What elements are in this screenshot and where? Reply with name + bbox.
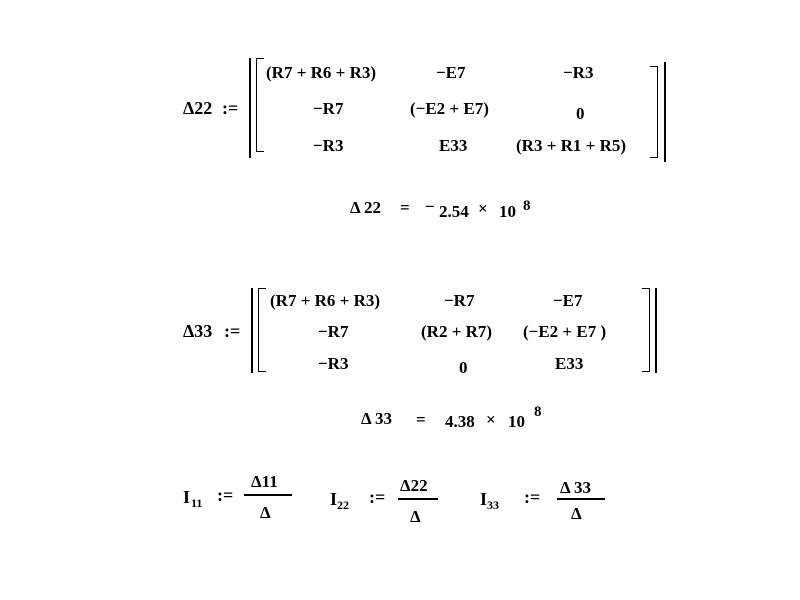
- delta33-cell-r2c2: (R2 + R7): [421, 322, 493, 341]
- delta33-result-equals: =: [416, 410, 426, 429]
- delta22-result-base: 10: [499, 202, 516, 221]
- delta33-assign: :=: [224, 321, 241, 341]
- current-i33-subscript: 33: [487, 498, 499, 512]
- current-i11-denominator: Δ: [260, 503, 271, 522]
- current-i22-subscript: 22: [337, 498, 349, 512]
- delta22-cell-r1c1: (R7 + R6 + R3): [266, 63, 377, 82]
- delta22-cell-r3c1: −R3: [313, 136, 344, 155]
- delta33-cell-r2c1: −R7: [318, 322, 349, 341]
- delta33-result-exponent: 8: [534, 404, 542, 420]
- current-i11-numerator: Δ11: [251, 472, 278, 491]
- current-i22-fraction-bar: [398, 498, 438, 500]
- delta22-cell-r3c2: E33: [439, 136, 468, 155]
- delta22-cell-r1c3: −R3: [563, 63, 594, 82]
- delta22-det-bar-left: [249, 58, 251, 158]
- current-i33-denominator: Δ: [571, 504, 582, 523]
- delta22-result-mantissa: 2.54: [439, 202, 469, 221]
- delta22-result-minus: −: [425, 197, 435, 216]
- delta33-result-times: ×: [486, 410, 496, 429]
- delta33-label: Δ33: [183, 321, 213, 341]
- delta22-cell-r3c3: (R3 + R1 + R5): [516, 136, 627, 155]
- delta22-cell-r2c2: (−E2 + E7): [410, 99, 489, 118]
- delta22-result-label: Δ 22: [350, 198, 381, 217]
- current-i33-numerator: Δ 33: [560, 478, 591, 497]
- delta33-det-bar-left: [251, 288, 253, 373]
- current-i33-fraction-bar: [557, 498, 605, 500]
- current-i11-subscript: 11: [191, 496, 203, 510]
- delta33-bracket-left: [258, 288, 266, 372]
- delta33-cell-r1c3: −E7: [553, 291, 583, 310]
- delta33-cell-r3c3: E33: [555, 354, 584, 373]
- delta22-assign: :=: [222, 98, 239, 118]
- delta22-det-bar-right: [664, 62, 666, 162]
- delta33-cell-r1c2: −R7: [444, 291, 475, 310]
- current-i22-numerator: Δ22: [400, 476, 428, 495]
- current-i22-denominator: Δ: [410, 507, 421, 526]
- delta22-label: Δ22: [183, 98, 213, 118]
- delta33-cell-r3c1: −R3: [318, 354, 349, 373]
- current-i11-assign: :=: [217, 485, 234, 505]
- current-i33-symbol: I: [480, 489, 488, 509]
- delta33-result-label: Δ 33: [361, 409, 392, 428]
- delta33-result-base: 10: [508, 412, 525, 431]
- current-i22-symbol: I: [330, 489, 338, 509]
- delta33-cell-r2c3: (−E2 + E7 ): [523, 322, 607, 341]
- current-i11-fraction-bar: [244, 494, 292, 496]
- delta22-cell-r1c2: −E7: [436, 63, 466, 82]
- delta33-cell-r1c1: (R7 + R6 + R3): [270, 291, 381, 310]
- delta33-result-mantissa: 4.38: [445, 412, 475, 431]
- current-i22-assign: :=: [369, 487, 386, 507]
- delta22-result-exponent: 8: [523, 198, 531, 214]
- delta33-cell-r3c2: 0: [459, 358, 468, 377]
- current-i33-assign: :=: [524, 487, 541, 507]
- delta22-result-equals: =: [400, 198, 410, 217]
- delta22-result-times: ×: [478, 199, 488, 218]
- delta33-det-bar-right: [655, 288, 657, 373]
- delta33-bracket-right: [642, 288, 650, 372]
- delta22-cell-r2c1: −R7: [313, 99, 344, 118]
- current-i11-symbol: I: [183, 487, 191, 507]
- delta22-bracket-right: [650, 66, 658, 158]
- delta22-cell-r2c3: 0: [576, 104, 585, 123]
- delta22-bracket-left: [256, 58, 264, 152]
